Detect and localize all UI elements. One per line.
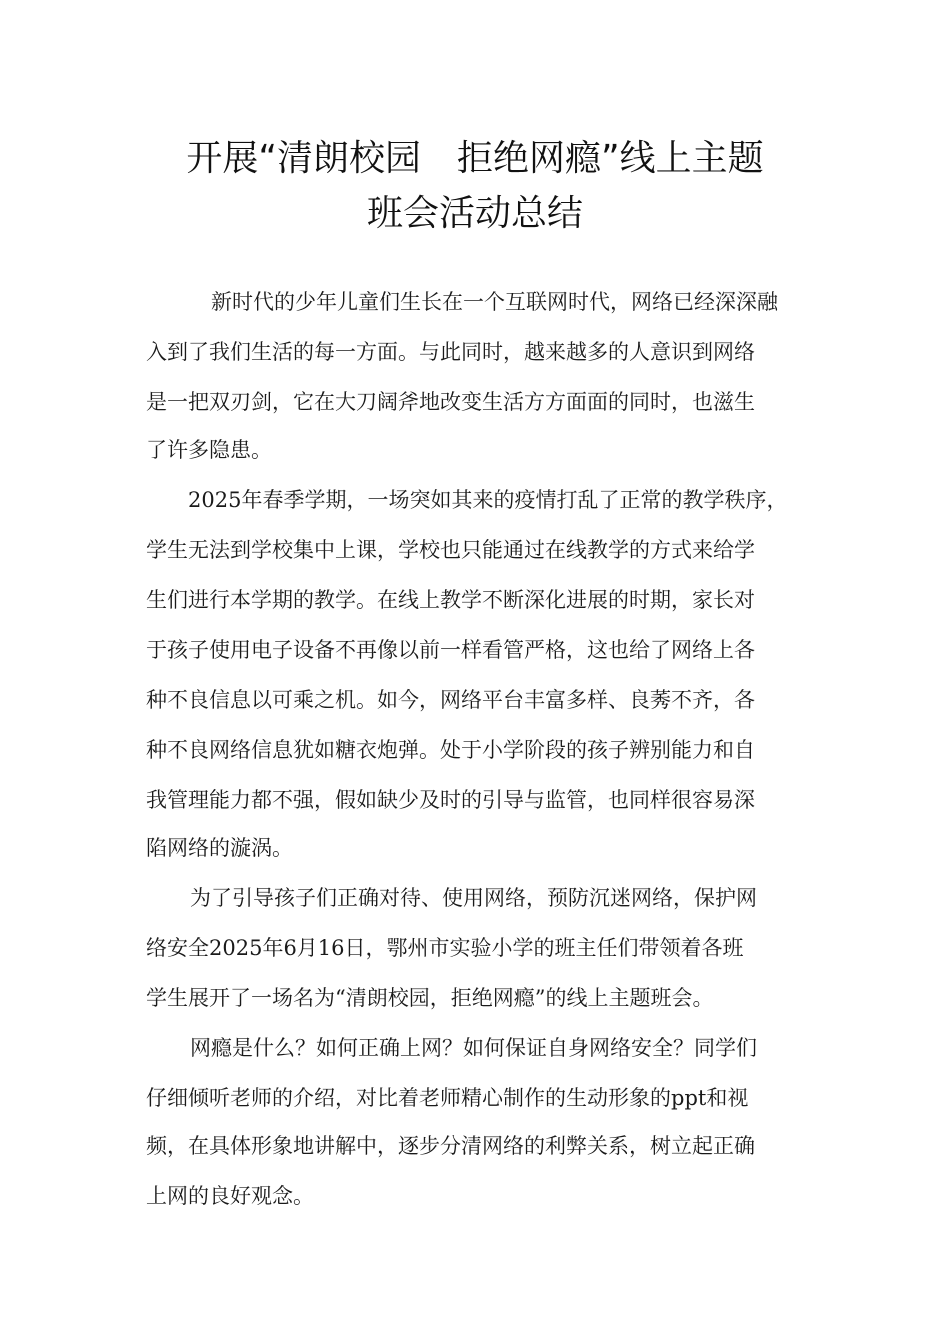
paragraph-2-line-5: 种不良信息以可乘之机。如今，网络平台丰富多样、良莠不齐，各 — [146, 688, 755, 712]
paragraph-2-line-4: 于孩子使用电子设备不再像以前一样看管严格，这也给了网络上各 — [146, 638, 755, 662]
paragraph-4-line-2: 仔细倾听老师的介绍，对比着老师精心制作的生动形象的ppt和视 — [146, 1086, 749, 1110]
paragraph-3-line-2: 络安全2025年6月16日，鄂州市实验小学的班主任们带领着各班 — [146, 936, 744, 960]
paragraph-1-line-2: 入到了我们生活的每一方面。与此同时，越来越多的人意识到网络 — [146, 340, 755, 364]
paragraph-1-line-4: 了许多隐患。 — [146, 438, 272, 462]
paragraph-2-line-8: 陷网络的漩涡。 — [146, 836, 293, 860]
paragraph-4-line-1: 网瘾是什么？如何正确上网？如何保证自身网络安全？同学们 — [190, 1036, 757, 1060]
paragraph-2-line-2: 学生无法到学校集中上课，学校也只能通过在线教学的方式来给学 — [146, 538, 755, 562]
paragraph-4-line-4: 上网的良好观念。 — [146, 1184, 314, 1208]
paragraph-4-line-3: 频，在具体形象地讲解中，逐步分清网络的利弊关系，树立起正确 — [146, 1134, 755, 1158]
paragraph-1-line-1: 新时代的少年儿童们生长在一个互联网时代，网络已经深深融 — [190, 290, 778, 314]
document-title-line-2: 班会活动总结 — [366, 193, 583, 234]
paragraph-2-line-3: 生们进行本学期的教学。在线上教学不断深化进展的时期，家长对 — [146, 588, 755, 612]
paragraph-2-line-1: 2025年春季学期，一场突如其来的疫情打乱了正常的教学秩序， — [188, 488, 788, 512]
paragraph-3-line-3: 学生展开了一场名为“清朗校园，拒绝网瘾”的线上主题班会。 — [146, 986, 714, 1010]
paragraph-3-line-1: 为了引导孩子们正确对待、使用网络，预防沉迷网络，保护网 — [190, 886, 757, 910]
paragraph-2-line-7: 我管理能力都不强，假如缺少及时的引导与监管，也同样很容易深 — [146, 788, 755, 812]
document-title-line-1: 开展“清朗校园 拒绝网瘾”线上主题 — [186, 138, 764, 179]
paragraph-2-line-6: 种不良网络信息犹如糖衣炮弹。处于小学阶段的孩子辨别能力和自 — [146, 738, 755, 762]
paragraph-1-line-3: 是一把双刃剑，它在大刀阔斧地改变生活方方面面的同时，也滋生 — [146, 390, 755, 414]
